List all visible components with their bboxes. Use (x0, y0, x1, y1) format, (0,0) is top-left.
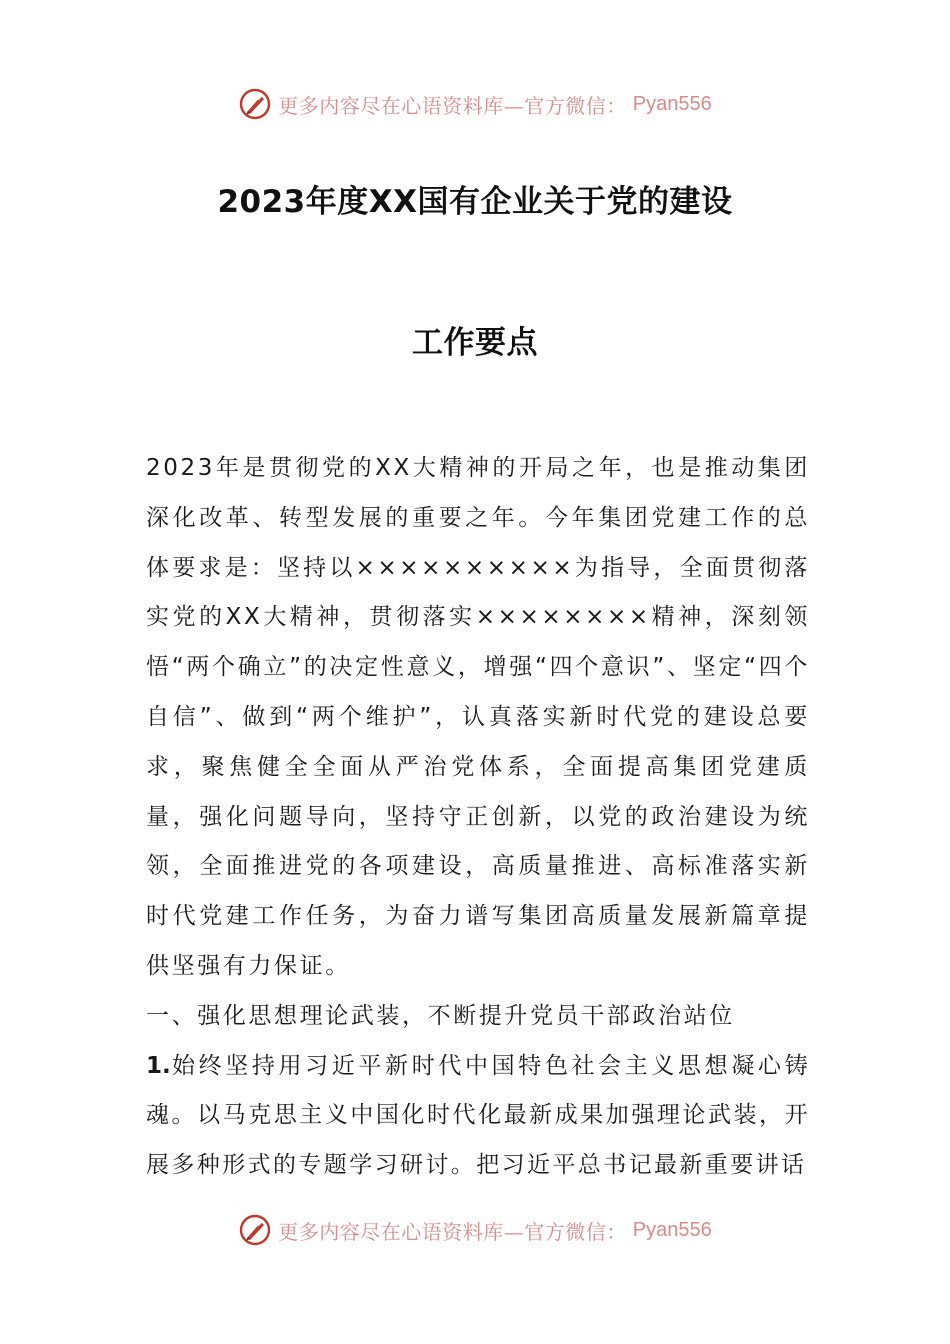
list-item (146, 1042, 810, 1191)
watermark-text: 更多内容尽在心语资料库—官方微信： (278, 93, 627, 118)
watermark-wechat-id: Pyan556 (632, 92, 712, 115)
pen-logo-icon (238, 87, 272, 121)
watermark-wechat-id: Pyan556 (632, 1218, 712, 1241)
watermark-text: 更多内容尽在心语资料库—官方微信： (278, 1219, 627, 1244)
watermark-banner-top (0, 84, 950, 124)
item-text: 始终坚持用习近平新时代中国特色社会主义思想凝心铸魂。以马克思主义中国化时代化最新成果加强理论武装，开展多种形式的专题学习研讨。把习近平总书记最新重要讲话 (146, 1052, 810, 1179)
watermark-banner-bottom (0, 1210, 950, 1250)
section-heading: 一、强化思想理论武装，不断提升党员干部政治站位 (146, 1002, 735, 1029)
intro-paragraph: 2023年是贯彻党的XX大精神的开局之年，也是推动集团深化改革、转型发展的重要之年。今年集团党建工作的总体要求是：坚持以××××××××××为指导，全面贯彻落实党的XX大精神，贯彻落实××××××××精神，深刻领悟“两个确立”的决定性意义，增强“四个意识”、坚定“四个自信”、做到“两个维护”，认真落实新时代党的建设总要求，聚焦健全全面从严治党体系，全面提高集团党建质量，强化问题导向，坚持守正创新，以党的政治建设为统领，全面推进党的各项建设，高质量推进、高标准落实新时代党建工作任务，为奋力谱写集团高质量发展新篇章提供坚强有力保证。 (146, 455, 810, 979)
document-title-line2: 工作要点 (412, 325, 538, 361)
document-title-line1: 2023年度XX国有企业关于党的建设 (217, 184, 733, 220)
document-body (146, 444, 810, 1191)
item-number: 1. (146, 1052, 171, 1079)
pen-logo-icon (238, 1213, 272, 1247)
